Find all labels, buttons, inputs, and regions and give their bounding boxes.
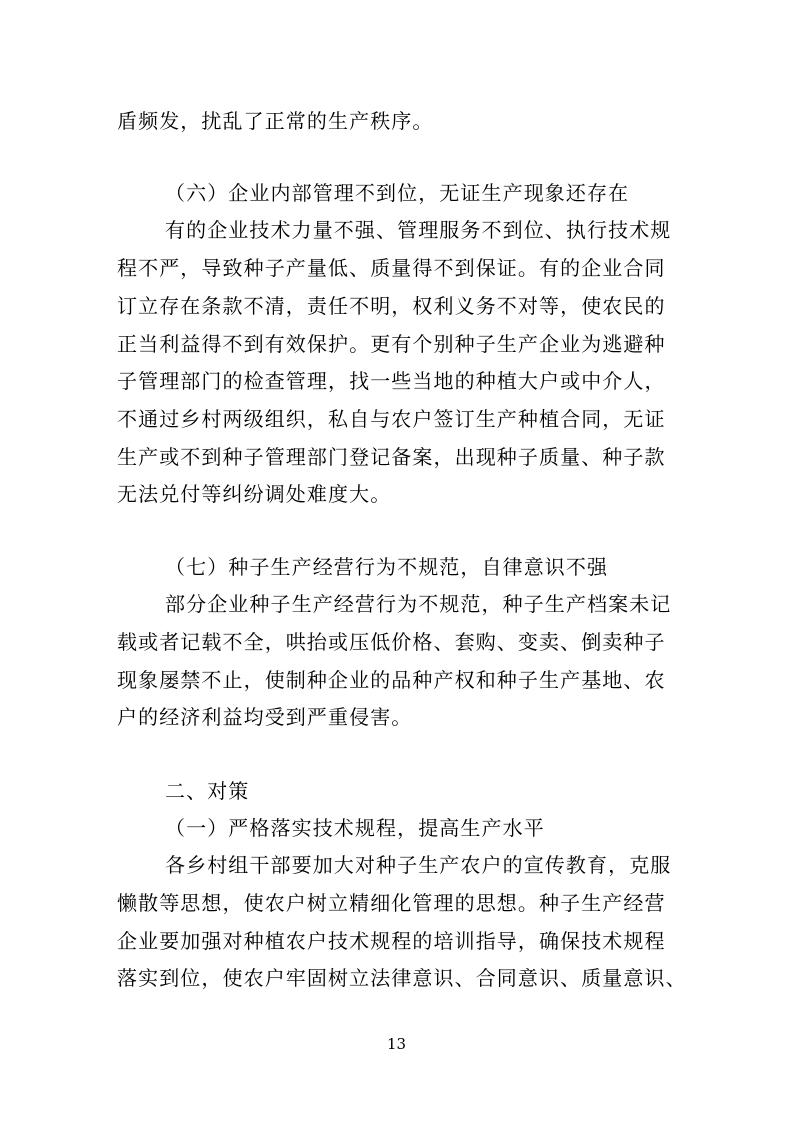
section-heading-6: （六）企业内部管理不到位，无证生产现象还存在 (165, 181, 630, 205)
page-number: 13 (386, 1035, 407, 1053)
paragraph-line: 企业要加强对种植农户技术规程的培训指导，确保技术规程 (117, 929, 666, 953)
paragraph-line: 订立存在条款不清，责任不明，权利义务不对等，使农民的 (117, 294, 666, 318)
paragraph-line: 生产或不到种子管理部门登记备案，出现种子质量、种子款 (117, 445, 666, 469)
section-heading-7: （七）种子生产经营行为不规范，自律意识不强 (165, 555, 609, 579)
paragraph-line: 不通过乡村两级组织，私自与农户签订生产种植合同，无证 (117, 407, 666, 431)
paragraph-line: 无法兑付等纠纷调处难度大。 (117, 482, 392, 506)
section-heading-1: （一）严格落实技术规程，提高生产水平 (165, 816, 545, 840)
paragraph-line: 各乡村组干部要加大对种子生产农户的宣传教育，克服 (165, 853, 672, 877)
paragraph-line: 落实到位，使农户牢固树立法律意识、合同意识、质量意识、 (117, 966, 687, 990)
paragraph-line: 盾频发，扰乱了正常的生产秩序。 (117, 109, 434, 133)
paragraph-line: 有的企业技术力量不强、管理服务不到位、执行技术规 (165, 218, 672, 242)
paragraph-line: 正当利益得不到有效保护。更有个别种子生产企业为逃避种 (117, 332, 666, 356)
paragraph-line: 户的经济利益均受到严重侵害。 (117, 705, 413, 729)
paragraph-line: 部分企业种子生产经营行为不规范，种子生产档案未记 (165, 592, 672, 616)
paragraph-line: 程不严，导致种子产量低、质量得不到保证。有的企业合同 (117, 256, 666, 280)
paragraph-line: 现象屡禁不止，使制种企业的品种产权和种子生产基地、农 (117, 668, 666, 692)
paragraph-line: 载或者记载不全，哄抬或压低价格、套购、变卖、倒卖种子 (117, 630, 666, 654)
chapter-heading-countermeasures: 二、对策 (165, 779, 250, 803)
paragraph-line: 子管理部门的检查管理，找一些当地的种植大户或中介人， (117, 369, 666, 393)
paragraph-line: 懒散等思想，使农户树立精细化管理的思想。种子生产经营 (117, 891, 666, 915)
